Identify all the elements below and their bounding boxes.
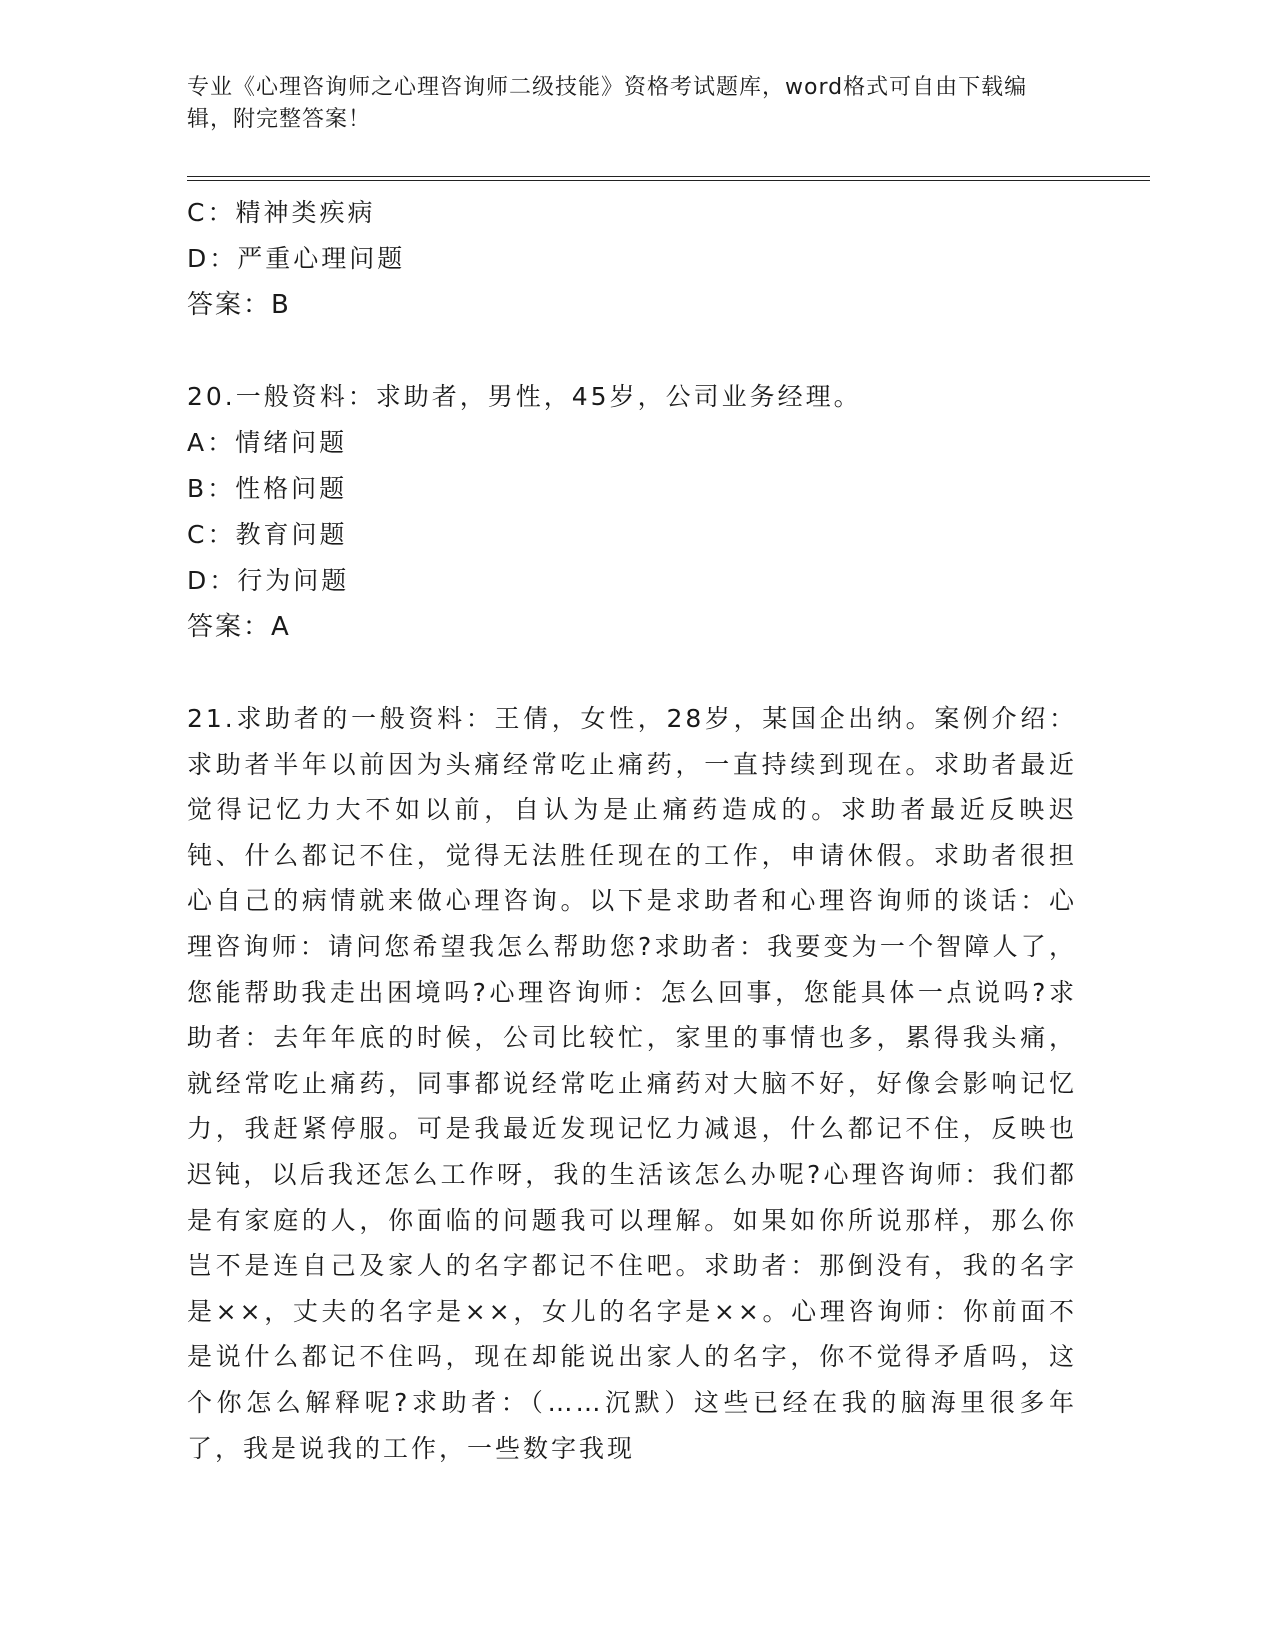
document-header: 专业《心理咨询师之心理咨询师二级技能》资格考试题库，word格式可自由下载编辑，附完整答案！ [187,75,1028,132]
answer-line: 答案：A [187,612,291,642]
previous-question-tail [187,190,1077,328]
question-stem: 20.一般资料：求助者，男性，45岁，公司业务经理。 [187,382,862,411]
question-20 [187,374,1077,650]
option-a: A：情绪问题 [187,428,348,457]
option-c: C：教育问题 [187,520,348,549]
option-d: D：严重心理问题 [187,244,406,273]
option-c: C：精神类疾病 [187,198,376,227]
header-divider [187,176,1150,181]
answer-line: 答案：B [187,290,291,320]
spacer [187,328,1077,374]
option-d: D：行为问题 [187,566,350,595]
question-21 [187,696,1077,1471]
question-stem: 21.求助者的一般资料：王倩，女性，28岁，某国企出纳。案例介绍：求助者半年以前因为头痛经常吃止痛药，一直持续到现在。求助者最近觉得记忆力大不如以前，自认为是止痛药造成的。求助者最近反映迟钝、什么都记不住，觉得无法胜任现在的工作，申请休假。求助者很担心自己的病情就来做心理咨询。以下是求助者和心理咨询师的谈话：心理咨询师：请问您希望我怎么帮助您?求助者：我要变为一个智障人了，您能帮助我走出困境吗?心理咨询师：怎么回事，您能具体一点说吗?求助者：去年年底的时候，公司比较忙，家里的事情也多，累得我头痛，就经常吃止痛药，同事都说经常吃止痛药对大脑不好，好像会影响记忆力，我赶紧停服。可是我最近发现记忆力减退，什么都记不住，反映也迟钝，以后我还怎么工作呀，我的生活该怎么办呢?心理咨询师：我们都是有家庭的人，你面临的问题我可以理解。如果如你所说那样，那么你岂不是连自己及家人的名字都记不住吧。求助者：那倒没有，我的名字是××，丈夫的名字是××，女儿的名字是××。心理咨询师：你前面不是说什么都记不住吗，现在却能说出家人的名字，你不觉得矛盾吗，这个你怎么解释呢?求助者：（……沉默）这些已经在我的脑海里很多年了，我是说我的工作，一些数字我现 [187,704,1077,1463]
spacer [187,650,1077,696]
option-b: B：性格问题 [187,474,348,503]
document-body [187,190,1077,1471]
